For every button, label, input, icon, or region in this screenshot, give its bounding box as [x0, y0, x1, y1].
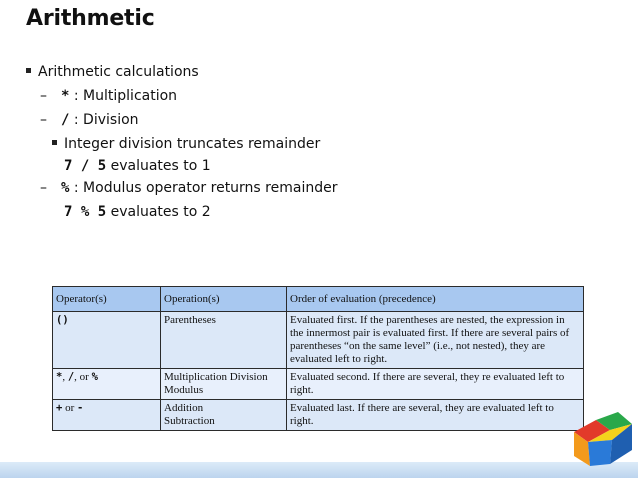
- separator: ,: [62, 371, 68, 383]
- bullet-text: : Multiplication: [69, 88, 178, 104]
- example-7-mod-5: [64, 204, 211, 220]
- example-text: evaluates to 1: [106, 158, 211, 174]
- cell-operation: Multiplication Division Modulus: [161, 369, 287, 400]
- dash-bullet: –: [40, 180, 47, 196]
- example-text: evaluates to 2: [106, 204, 211, 220]
- operator-code: *: [56, 371, 63, 383]
- operation-subtraction: Subtraction: [164, 415, 215, 427]
- example-code: 7 % 5: [64, 204, 107, 220]
- operator-code: /: [67, 371, 75, 383]
- example-7-div-5: [64, 158, 211, 174]
- mult-operator: *: [61, 88, 70, 104]
- square-bullet-icon: [52, 140, 57, 145]
- cell-operation: [161, 400, 287, 431]
- cell-order: Evaluated first. If the parentheses are nested, the expression in the innermost pair is evaluated first. If there are several pairs of parentheses “on the same level” (i.e., not nested), they are evaluated left to right.: [287, 312, 584, 369]
- operation-addition: Addition: [164, 402, 204, 414]
- bullet-text: Arithmetic calculations: [38, 64, 199, 80]
- cell-operation: Parentheses: [161, 312, 287, 369]
- header-operators: Operator(s): [53, 287, 161, 312]
- operator-precedence-table: [52, 286, 584, 431]
- cell-operator: [53, 312, 161, 369]
- separator: or: [62, 402, 77, 414]
- header-operations: Operation(s): [161, 287, 287, 312]
- mod-operator: %: [61, 180, 70, 196]
- bullet-text: Integer division truncates remainder: [64, 136, 321, 152]
- operator-code: +: [56, 402, 63, 414]
- bullet-multiplication: [40, 88, 177, 104]
- operator-code: -: [77, 402, 84, 414]
- table-header-row: [53, 287, 584, 312]
- operator-code: %: [91, 371, 98, 383]
- dash-bullet: –: [40, 112, 47, 128]
- example-code: 7 / 5: [64, 158, 107, 174]
- square-bullet-icon: [26, 68, 31, 73]
- bullet-arithmetic-calculations: [26, 64, 199, 80]
- cell-order: Evaluated last. If there are several, they are evaluated left to right.: [287, 400, 584, 431]
- dash-bullet: –: [40, 88, 47, 104]
- bullet-text: : Modulus operator returns remainder: [69, 180, 338, 196]
- slide-title: Arithmetic: [26, 6, 155, 31]
- slide-footer-bar: [0, 462, 638, 478]
- cell-operator: [53, 400, 161, 431]
- header-order: Order of evaluation (precedence): [287, 287, 584, 312]
- cell-operator: [53, 369, 161, 400]
- bullet-text: : Division: [69, 112, 139, 128]
- bullet-division: [40, 112, 139, 128]
- table-row: [53, 369, 584, 400]
- table-row: [53, 400, 584, 431]
- bullet-modulus: [40, 180, 337, 196]
- cell-order: Evaluated second. If there are several, they re evaluated left to right.: [287, 369, 584, 400]
- div-operator: /: [61, 112, 70, 128]
- colorful-cube-icon: [566, 410, 636, 474]
- table-row: [53, 312, 584, 369]
- operator-code: (): [56, 314, 69, 326]
- separator: , or: [74, 371, 92, 383]
- bullet-integer-division: [52, 136, 320, 152]
